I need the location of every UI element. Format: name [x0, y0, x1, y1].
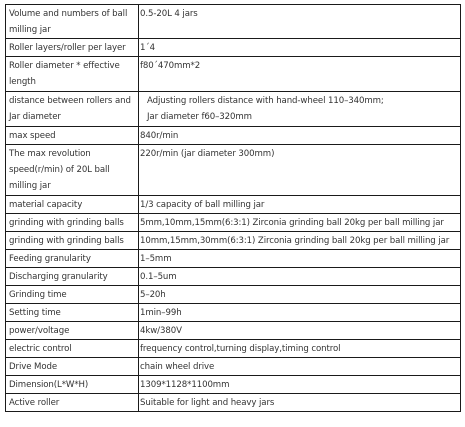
row-label: material capacity — [6, 196, 139, 214]
row-value: 1309*1128*1100mm — [139, 376, 461, 394]
row-label: power/voltage — [6, 322, 139, 340]
row-value: 0.5-20L 4 jars — [139, 5, 461, 39]
row-value: 1/3 capacity of ball milling jar — [139, 196, 461, 214]
row-value: Suitable for light and heavy jars — [139, 394, 461, 412]
row-value: 1min–99h — [139, 304, 461, 322]
row-value: 220r/min (jar diameter 300mm) — [139, 145, 461, 196]
table-row — [6, 322, 461, 340]
row-value: 5mm,10mm,15mm(6:3:1) Zirconia grinding ball 20kg per ball milling jar — [139, 214, 461, 232]
row-label: Volume and numbers of ball milling jar — [6, 5, 139, 39]
row-value: frequency control,turning display,timing control — [139, 340, 461, 358]
row-label: Discharging granularity — [6, 268, 139, 286]
row-label: Feeding granularity — [6, 250, 139, 268]
row-label: grinding with grinding balls — [6, 214, 139, 232]
table-row — [6, 214, 461, 232]
row-value: 1–5mm — [139, 250, 461, 268]
row-value: 4kw/380V — [139, 322, 461, 340]
row-value: 0.1–5um — [139, 268, 461, 286]
table-row — [6, 5, 461, 39]
row-label: Grinding time — [6, 286, 139, 304]
row-value — [139, 92, 461, 127]
table-row — [6, 340, 461, 358]
row-value: chain wheel drive — [139, 358, 461, 376]
row-value: 1´4 — [139, 39, 461, 57]
table-row — [6, 304, 461, 322]
row-value-line: Adjusting rollers distance with hand-wheel 110–340mm; — [147, 96, 384, 106]
table-row — [6, 196, 461, 214]
table-row — [6, 358, 461, 376]
row-label: max speed — [6, 127, 139, 145]
row-label: Dimension(L*W*H) — [6, 376, 139, 394]
table-row — [6, 92, 461, 127]
table-row — [6, 145, 461, 196]
spec-table — [5, 4, 461, 412]
row-value-line: Jar diameter f60–320mm — [147, 112, 252, 122]
table-row — [6, 57, 461, 92]
table-row — [6, 127, 461, 145]
row-value: 10mm,15mm,30mm(6:3:1) Zirconia grinding ball 20kg per ball milling jar — [139, 232, 461, 250]
row-value: 840r/min — [139, 127, 461, 145]
table-row — [6, 250, 461, 268]
table-row — [6, 268, 461, 286]
row-label: distance between rollers and Jar diameter — [6, 92, 139, 127]
row-label: The max revolution speed(r/min) of 20L ball milling jar — [6, 145, 139, 196]
row-label: grinding with grinding balls — [6, 232, 139, 250]
table-row — [6, 376, 461, 394]
row-value: f80´470mm*2 — [139, 57, 461, 92]
row-value: 5–20h — [139, 286, 461, 304]
table-row — [6, 232, 461, 250]
row-label: Active roller — [6, 394, 139, 412]
row-label: Drive Mode — [6, 358, 139, 376]
row-label: Roller layers/roller per layer — [6, 39, 139, 57]
table-row — [6, 39, 461, 57]
table-row — [6, 286, 461, 304]
row-label: Setting time — [6, 304, 139, 322]
row-label: Roller diameter * effective length — [6, 57, 139, 92]
row-label: electric control — [6, 340, 139, 358]
table-row — [6, 394, 461, 412]
